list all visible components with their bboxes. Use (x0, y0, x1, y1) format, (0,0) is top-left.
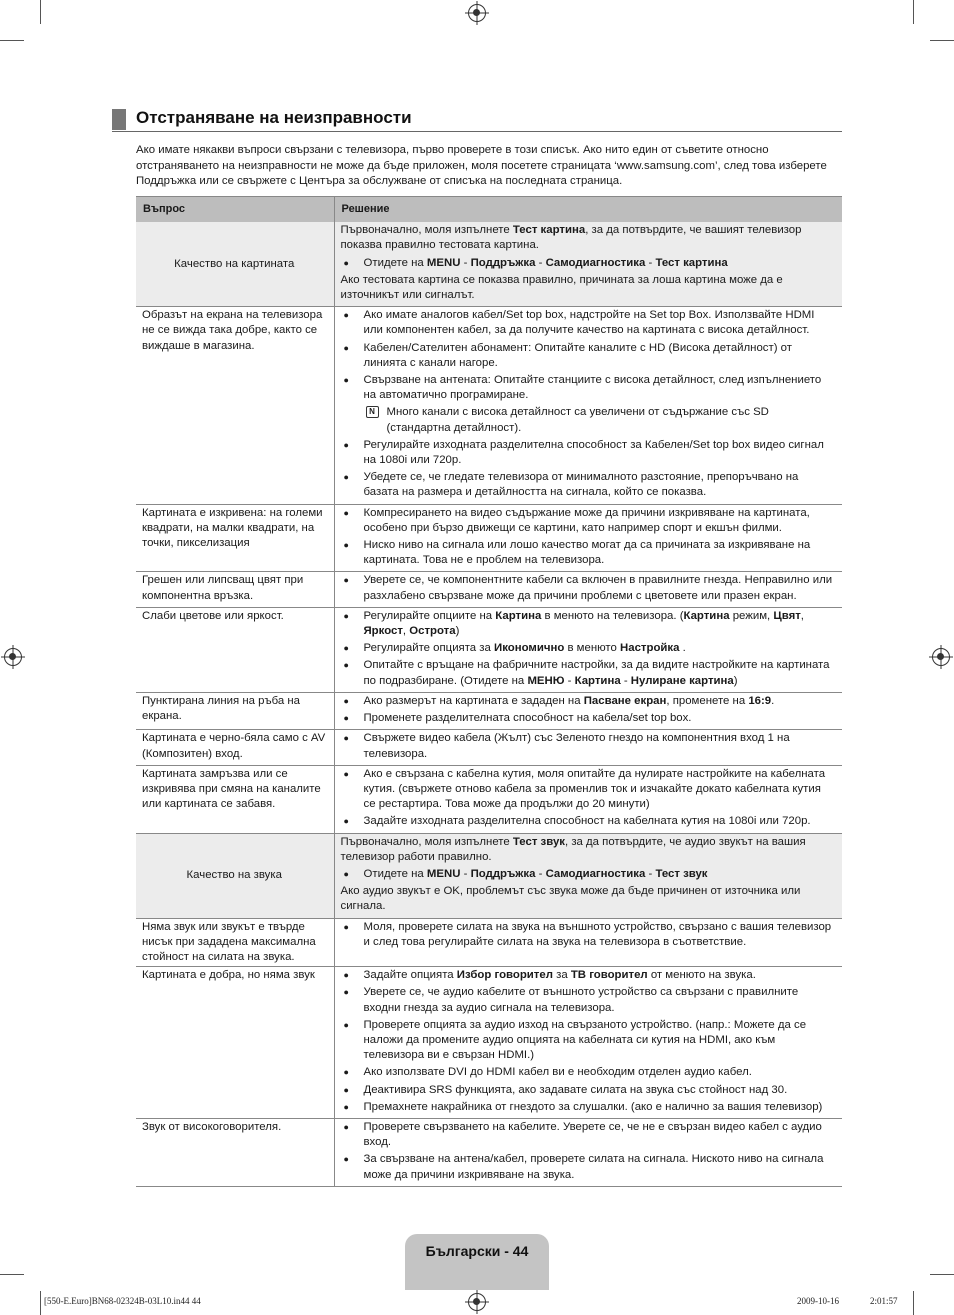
table-row (136, 572, 842, 607)
title-marker (112, 109, 126, 130)
solution-text: Първоначално, моля изпълнете Тест картина, за да потвърдите, че вашият телевизор показва правилно тестовата картина. (340, 224, 802, 252)
crop-mark (0, 1274, 24, 1275)
table-row (136, 765, 842, 833)
column-header-question: Въпрос (136, 197, 334, 223)
solution-text: Ако тестовата картина се показва правилно, причината за лоша картина може да е източникът или сигналът. (340, 273, 783, 302)
note-item: N Много канали с висока детайлност са увеличени от съдържание със SD (стандартна детайлност). (341, 405, 836, 435)
crop-mark (0, 40, 24, 41)
table-row (136, 692, 842, 729)
table-row (136, 307, 842, 504)
question-cell: Качество на картината (136, 222, 334, 307)
list-item: ● Деактивира SRS функцията, ако задавате силата на звука със стойност над 30. (341, 1083, 836, 1098)
question-cell: Качество на звука (136, 833, 334, 918)
list-item: ● За свързване на антена/кабел, проверете силата на сигнала. Ниското ниво на сигнала може да причини изкривяване на звука. (341, 1152, 836, 1182)
list-item: ● Уверете се, че аудио кабелите от външното устройство са свързани с правилните входни гнезда за аудио сигнала на телевизора. (341, 985, 836, 1015)
list-item: ● Опитайте с връщане на фабричните настройки, за да видите настройките на картината по подразбиране. (Отидете на МЕНЮ - Картина - Нулиране картина) (341, 658, 836, 688)
table-row (136, 918, 842, 967)
registration-mark-icon (4, 648, 22, 666)
table-row (136, 1118, 842, 1186)
list-item: ● Проверете свързването на кабелите. Уверете се, че не е свързан видео кабел с аудио вход. (341, 1120, 836, 1150)
table-row (136, 607, 842, 692)
list-item: ● Задайте опцията Избор говорител за ТВ говорител от менюто на звука. (341, 968, 836, 983)
print-slug: [550-E.Euro]BN68-02324B-03L10.in44 44 (44, 1296, 201, 1306)
list-item: ● Отидете на MENU - Поддръжка - Самодиагностика - Тест звук (341, 867, 836, 882)
table-row (136, 967, 842, 1119)
crop-mark (930, 40, 954, 41)
question-cell: Няма звук или звукът е твърде нисък при зададена максимална стойност на силата на звука. (136, 918, 334, 967)
note-icon: N (366, 406, 379, 418)
troubleshooting-table (136, 196, 842, 1187)
section-header (112, 108, 842, 132)
registration-mark-icon (468, 4, 486, 22)
table-row (136, 730, 842, 765)
intro-paragraph: Ако имате някакви въпроси свързани с телевизора, първо проверете в този списък. Ако нито един от съветите относно отстраняването на неизправности не може да бъде приложен, моля посетете страницата ‘www.samsung.com’, след това изберете Поддръжка или се свържете с Центъра за обслужване от списъка на последната страница. (136, 144, 827, 187)
question-cell: Пунктирана линия на ръба на екрана. (136, 692, 334, 729)
list-item: ● Уверете се, че компонентните кабели са включен в правилните гнезда. Неправилно или разхлабено свързване може да причини проблеми с цветовете или празен екран. (341, 573, 836, 603)
page-number: Български - 44 (425, 1243, 529, 1259)
question-cell: Звук от високоговорителя. (136, 1118, 334, 1186)
crop-mark (40, 1291, 41, 1315)
solution-text: Първоначално, моля изпълнете Тест звук, за да потвърдите, че аудио звукът на вашия телевизор работи правилно. (340, 835, 806, 863)
question-cell: Картината замръзва или се изкривява при смяна на каналите или картината се забавя. (136, 765, 334, 833)
question-cell: Картината е изкривена: на големи квадрати, на малки квадрати, на точки, пикселизация (136, 504, 334, 572)
table-row (136, 833, 842, 918)
table-header-row (136, 197, 842, 223)
list-item: ● Кабелен/Сателитен абонамент: Опитайте каналите с HD (Висока детайлност) от линията с канали нагоре. (341, 341, 836, 371)
column-header-solution: Решение (334, 197, 842, 223)
list-item: ● Ако размерът на картината е зададен на Пасване екран, променете на 16:9. (341, 694, 836, 709)
crop-mark (913, 0, 914, 24)
solution-cell (334, 222, 842, 307)
list-item: ● Регулирайте опцията за Икономично в менюто Настройка . (341, 641, 836, 656)
page-title: Отстраняване на неизправности (136, 108, 412, 127)
registration-mark-icon (468, 1293, 486, 1311)
question-cell: Картината е черно-бяла само с AV (Композитен) вход. (136, 730, 334, 765)
solution-cell (334, 307, 842, 504)
crop-mark (40, 0, 41, 24)
list-item: ● Моля, проверете силата на звука на външното устройство, свързано с вашия телевизор и след това регулирайте силата на звука на телевизора в съответствие. (341, 920, 836, 950)
registration-mark-icon (932, 648, 950, 666)
crop-mark (913, 1291, 914, 1315)
table-row (136, 504, 842, 572)
list-item: ● Задайте изходната разделителна способност на кабелната кутия на 1080i или 720p. (341, 814, 836, 829)
solution-cell (334, 692, 842, 729)
list-item: ● Ниско ниво на сигнала или лошо качество могат да са причината за изкривяване на картината. Това не е проблем на телевизора. (341, 538, 836, 568)
solution-cell (334, 967, 842, 1119)
question-cell: Образът на екрана на телевизора не се вижда така добре, както се виждаше в магазина. (136, 307, 334, 504)
list-item: ● Ако имате аналогов кабел/Set top box, надстройте на Set top Box. Използвайте HDMI или компонентен кабел, за да получите качество на картината с висока детайлност. (341, 308, 836, 338)
solution-cell (334, 572, 842, 607)
list-item: ● Регулирайте изходната разделителна способност за Кабелен/Set top box видео сигнал на 1080i или 720p. (341, 438, 836, 468)
list-item: ● Проверете опцията за аудио изход на свързаното устройство. (напр.: Можете да се наложи да промените аудио опцията на кабелната си кутия на HDMI, ако към телевизора ви е свързан HDMI.) (341, 1018, 836, 1064)
solution-text: Ако аудио звукът е OK, проблемът със звука може да бъде причинен от източника или сигнала. (340, 885, 801, 913)
print-date: 2009-10-16 (797, 1296, 839, 1306)
list-item: ● Ако използвате DVI до HDMI кабел ви е необходим отделен аудио кабел. (341, 1065, 836, 1080)
solution-cell (334, 833, 842, 918)
question-cell: Картината е добра, но няма звук (136, 967, 334, 1119)
list-item: ● Регулирайте опциите на Картина в менюто на телевизора. (Картина режим, Цвят, Яркост, Острота) (341, 609, 836, 639)
list-item: ● Променете разделителната способност на кабела/set top box. (341, 711, 836, 726)
list-item: ● Свързване на антената: Опитайте станциите с висока детайлност, след изпълнението на автоматично програмиране. (341, 373, 836, 403)
solution-cell (334, 730, 842, 765)
list-item: ● Свържете видео кабела (Жълт) със Зеленото гнездо на компонентния вход 1 на телевизора. (341, 731, 836, 761)
solution-cell (334, 1118, 842, 1186)
solution-cell (334, 504, 842, 572)
solution-cell (334, 918, 842, 967)
table-row (136, 222, 842, 307)
question-cell: Грешен или липсващ цвят при компонентна връзка. (136, 572, 334, 607)
crop-mark (930, 1274, 954, 1275)
print-time: 2:01:57 (870, 1296, 898, 1306)
list-item: ● Премахнете накрайника от гнездото за слушалки. (ако е налично за вашия телевизор) (341, 1100, 836, 1115)
list-item: ● Ако е свързана с кабелна кутия, моля опитайте да нулирате настройките на кабелната кутия. (свържете отново кабела за променлив ток и изчакайте докато кабелната кутия се рестартира. Това може да продължи до 20 минути) (341, 767, 836, 813)
question-cell: Слаби цветове или яркост. (136, 607, 334, 692)
solution-cell (334, 607, 842, 692)
list-item: ● Убедете се, че гледате телевизора от минималното разстояние, препоръчвано на базата на размера и детайлността на сигнала, който се показва. (341, 470, 836, 500)
solution-cell (334, 765, 842, 833)
list-item: ● Отидете на MENU - Поддръжка - Самодиагностика - Тест картина (341, 256, 836, 271)
list-item: ● Компресирането на видео съдържание може да причини изкривяване на картината, особено при бързо движещи се картини, като например спорт и екшън филми. (341, 506, 836, 536)
